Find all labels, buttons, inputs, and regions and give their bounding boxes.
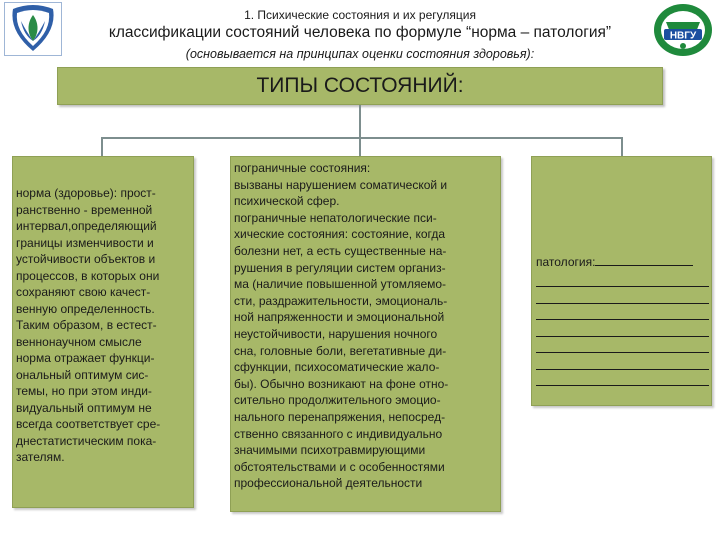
connector-right xyxy=(621,137,623,156)
borderline-text-line: профессиональной деятельности xyxy=(234,476,423,491)
pathology-blank-line xyxy=(536,370,709,387)
types-of-states-box xyxy=(57,67,663,105)
connector-middle xyxy=(359,137,361,156)
borderline-text-line: значимыми психотравмирующими xyxy=(234,443,426,458)
norm-text-line: ранственно - временной xyxy=(16,202,153,217)
pathology-blank-line xyxy=(595,253,693,266)
norm-text-line: устойчивости объектов и xyxy=(16,252,156,266)
pathology-blank-line xyxy=(536,271,709,288)
borderline-text-line: пограничные непатологические пси- xyxy=(234,210,437,225)
norm-text-line: днестатистическим пока- xyxy=(16,433,157,448)
norm-text-line: процессов, в которых они xyxy=(16,268,160,283)
logo-text: НВГУ xyxy=(669,30,697,42)
pathology-blank-line xyxy=(536,337,709,354)
borderline-text-line: ной напряженности и эмоциональной xyxy=(234,310,445,325)
pathology-blank-line xyxy=(536,287,709,304)
borderline-text-line: обстоятельствами и с особенностями xyxy=(234,459,445,474)
norm-text-line: венную определенность. xyxy=(16,301,155,316)
norm-text-line: видуальный оптимум не xyxy=(16,400,152,415)
slide-heading: 1. Психические состояния и их регуляция xyxy=(244,8,476,22)
borderline-text-line: пограничные состояния: xyxy=(234,161,371,175)
types-of-states-label: ТИПЫ СОСТОЯНИЙ: xyxy=(256,74,464,97)
connector-vertical-main xyxy=(359,105,361,138)
norm-text-line: норма (здоровье): прост- xyxy=(16,186,156,200)
borderline-text-line: сти, раздражительности, эмоциональ- xyxy=(234,293,448,308)
norm-box xyxy=(12,156,194,508)
borderline-text-line: сительно продолжительного эмоцио- xyxy=(234,393,441,408)
borderline-text-line: сна, головные боли, вегетативные ди- xyxy=(234,343,447,358)
pathology-blank-line xyxy=(536,304,709,321)
borderline-text-line: ма (наличие повышенной утомляемо- xyxy=(234,277,447,292)
borderline-text-line: болезни нет, а есть существенные на- xyxy=(234,243,447,258)
pathology-box xyxy=(531,156,712,406)
norm-text-line: интервал,определяющий xyxy=(16,219,157,233)
borderline-text-line: бы). Обычно возникают на фоне отно- xyxy=(234,376,449,391)
borderline-text-line: нального перенапряжения, непосред- xyxy=(234,409,446,424)
slide-note: (основывается на принципах оценки состояния здоровья): xyxy=(185,47,535,61)
borderline-text-line: рушения в регуляции систем организ- xyxy=(234,260,446,275)
borderline-text-line: ственно связанного с индивидуально xyxy=(234,426,443,441)
borderline-text-line: психической сфер. xyxy=(234,194,340,209)
pathology-blank-line xyxy=(536,320,709,337)
borderline-text-line: вызваны нарушением соматической и xyxy=(234,177,448,192)
norm-text-line: границы изменчивости и xyxy=(16,235,154,250)
borderline-text-line: хические состояния: состояние, когда xyxy=(234,227,446,242)
norm-text-line: темы, но при этом инди- xyxy=(16,384,152,398)
borderline-text-line: неустойчивости, нарушения ночного xyxy=(234,326,438,341)
borderline-text-line: сфункции, психосоматические жало- xyxy=(234,360,440,375)
borderline-box xyxy=(230,156,501,512)
norm-text-line: Таким образом, в естест- xyxy=(16,318,157,332)
norm-text-line: ональный оптимум сис- xyxy=(16,367,149,382)
pathology-blank-line xyxy=(536,353,709,370)
norm-text-line: зателям. xyxy=(16,450,65,464)
norm-text-line: норма отражает функци- xyxy=(16,351,155,365)
slide-subtitle: классификации состояний человека по формуле “норма – патология” xyxy=(108,24,612,41)
norm-text-line: всегда соответствует сре- xyxy=(16,417,161,431)
connector-horizontal xyxy=(101,137,623,139)
connector-left xyxy=(101,137,103,156)
norm-text-line: веннонаучном смысле xyxy=(16,334,142,349)
norm-text-line: сохраняют свою качест- xyxy=(16,285,151,299)
pathology-label: патология: xyxy=(536,255,596,269)
